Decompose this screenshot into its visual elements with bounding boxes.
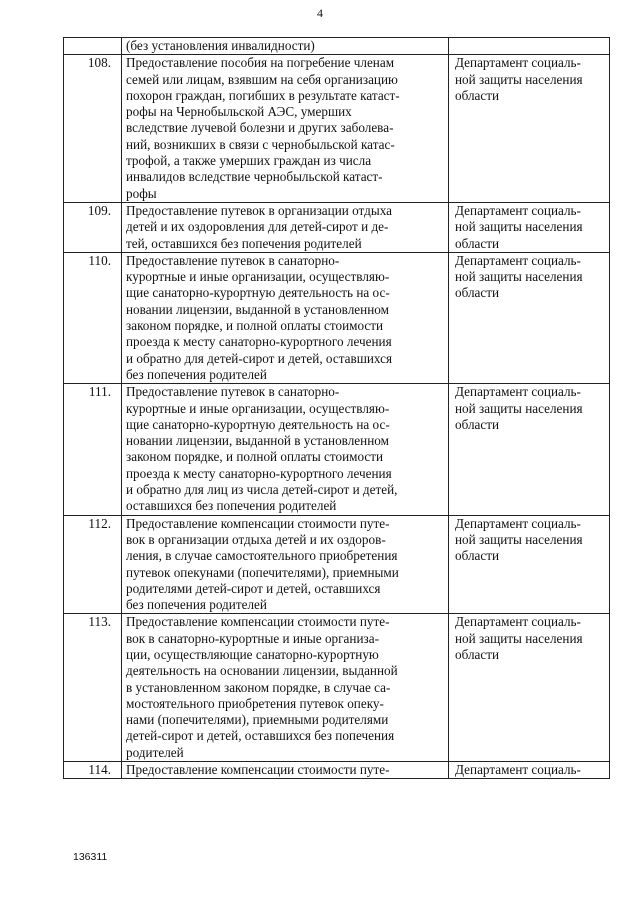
- department-line: ной защиты населения: [455, 400, 583, 416]
- row-number: 112.: [64, 515, 122, 614]
- description-line: похорон граждан, погибших в результате катаст-: [126, 87, 400, 103]
- department-line: Департамент социаль-: [455, 614, 581, 630]
- description-line: инвалидов вследствие чернобыльской катаст-: [126, 169, 383, 185]
- description-line: ний, возникших в связи с чернобыльской катас-: [126, 136, 395, 152]
- table-body: [64, 38, 610, 779]
- service-description: [122, 38, 449, 55]
- description-line: Предоставление путевок в санаторно-: [126, 252, 340, 268]
- service-description: [122, 384, 449, 515]
- description-line: Предоставление компенсации стоимости путе-: [126, 762, 390, 778]
- department-line: ной защиты населения: [455, 219, 583, 235]
- responsible-department: [449, 38, 610, 55]
- department-line: области: [455, 416, 500, 432]
- department-line: области: [455, 285, 500, 301]
- description-line: нами (попечителями), приемными родителями: [126, 712, 389, 728]
- table-row: [64, 384, 610, 515]
- description-line: семей или лицам, взявшим на себя организацию: [126, 71, 398, 87]
- description-line: проезда к месту санаторно-курортного лечения: [126, 465, 392, 481]
- department-line: области: [455, 235, 500, 251]
- description-line: Предоставление компенсации стоимости путе-: [126, 515, 390, 531]
- description-line: щие санаторно-курортную деятельность на ос-: [126, 416, 390, 432]
- responsible-department: [449, 515, 610, 614]
- table-row: [64, 55, 610, 203]
- responsible-department: [449, 384, 610, 515]
- department-line: области: [455, 548, 500, 564]
- description-line: детей и их оздоровления для детей-сирот и де-: [126, 219, 389, 235]
- description-line: Предоставление путевок в санаторно-: [126, 384, 340, 400]
- department-line: ной защиты населения: [455, 531, 583, 547]
- table-row: [64, 515, 610, 614]
- description-line: вок в организации отдыха детей и их оздоров-: [126, 531, 386, 547]
- description-line: Предоставление путевок в организации отдыха: [126, 202, 392, 218]
- services-table: [63, 37, 610, 779]
- description-line: (без установления инвалидности): [126, 38, 315, 53]
- department-line: области: [455, 87, 500, 103]
- description-line: законом порядке, и полной оплаты стоимости: [126, 449, 384, 465]
- table-row: [64, 762, 610, 779]
- description-line: мостоятельного приобретения путевок опеку-: [126, 695, 384, 711]
- row-number: 111.: [64, 384, 122, 515]
- service-description: [122, 762, 449, 779]
- description-line: без попечения родителей: [126, 366, 267, 382]
- department-line: Департамент социаль-: [455, 55, 581, 71]
- department-line: Департамент социаль-: [455, 762, 581, 778]
- row-number: 113.: [64, 614, 122, 762]
- description-line: вок в санаторно-курортные и иные организа-: [126, 630, 379, 646]
- footer-code: 136311: [73, 851, 108, 863]
- description-line: в установленном законом порядке, в случае са-: [126, 679, 391, 695]
- description-line: трофой, а также умерших граждан из числа: [126, 153, 372, 169]
- description-line: Предоставление компенсации стоимости путе-: [126, 614, 390, 630]
- row-number: 109.: [64, 202, 122, 252]
- responsible-department: [449, 252, 610, 383]
- description-line: ции, осуществляющие санаторно-курортную: [126, 646, 379, 662]
- description-line: и обратно для детей-сирот и детей, оставшихся: [126, 350, 393, 366]
- description-line: родителей: [126, 744, 184, 760]
- department-line: Департамент социаль-: [455, 515, 581, 531]
- department-line: ной защиты населения: [455, 71, 583, 87]
- department-line: ной защиты населения: [455, 630, 583, 646]
- description-line: щие санаторно-курортную деятельность на ос-: [126, 285, 390, 301]
- department-line: Департамент социаль-: [455, 202, 581, 218]
- description-line: рофы на Чернобыльской АЭС, умерших: [126, 104, 352, 120]
- row-number: [64, 38, 122, 55]
- service-description: [122, 252, 449, 383]
- description-line: Предоставление пособия на погребение членам: [126, 55, 395, 71]
- description-line: путевок опекунами (попечителями), приемными: [126, 564, 399, 580]
- description-line: законом порядке, и полной оплаты стоимости: [126, 318, 384, 334]
- department-line: Департамент социаль-: [455, 384, 581, 400]
- description-line: рофы: [126, 185, 157, 201]
- description-line: тей, оставшихся без попечения родителей: [126, 235, 362, 251]
- description-line: и обратно для лиц из числа детей-сирот и детей,: [126, 482, 398, 498]
- description-line: курортные и иные организации, осуществляю-: [126, 400, 390, 416]
- description-line: без попечения родителей: [126, 597, 267, 613]
- service-description: [122, 55, 449, 203]
- row-number: 108.: [64, 55, 122, 203]
- responsible-department: [449, 55, 610, 203]
- page-number: 4: [317, 6, 323, 20]
- table-row: [64, 38, 610, 55]
- table-row: [64, 202, 610, 252]
- description-line: деятельность на основании лицензии, выданной: [126, 663, 398, 679]
- service-description: [122, 614, 449, 762]
- department-line: Департамент социаль-: [455, 252, 581, 268]
- department-line: области: [455, 646, 500, 662]
- description-line: оставшихся без попечения родителей: [126, 498, 337, 514]
- table-row: [64, 252, 610, 383]
- description-line: вследствие лучевой болезни и других заболева-: [126, 120, 394, 136]
- responsible-department: [449, 614, 610, 762]
- row-number: 114.: [64, 762, 122, 779]
- table-row: [64, 614, 610, 762]
- row-number: 110.: [64, 252, 122, 383]
- responsible-department: [449, 202, 610, 252]
- description-line: детей-сирот и детей, оставшихся без попечения: [126, 728, 395, 744]
- service-description: [122, 515, 449, 614]
- department-line: ной защиты населения: [455, 269, 583, 285]
- description-line: родителями детей-сирот и детей, оставшихся: [126, 580, 381, 596]
- description-line: проезда к месту санаторно-курортного лечения: [126, 334, 392, 350]
- responsible-department: [449, 762, 610, 779]
- description-line: курортные и иные организации, осуществляю-: [126, 269, 390, 285]
- description-line: новании лицензии, выданной в установленном: [126, 433, 389, 449]
- description-line: новании лицензии, выданной в установленном: [126, 301, 389, 317]
- service-description: [122, 202, 449, 252]
- description-line: ления, в случае самостоятельного приобретения: [126, 548, 398, 564]
